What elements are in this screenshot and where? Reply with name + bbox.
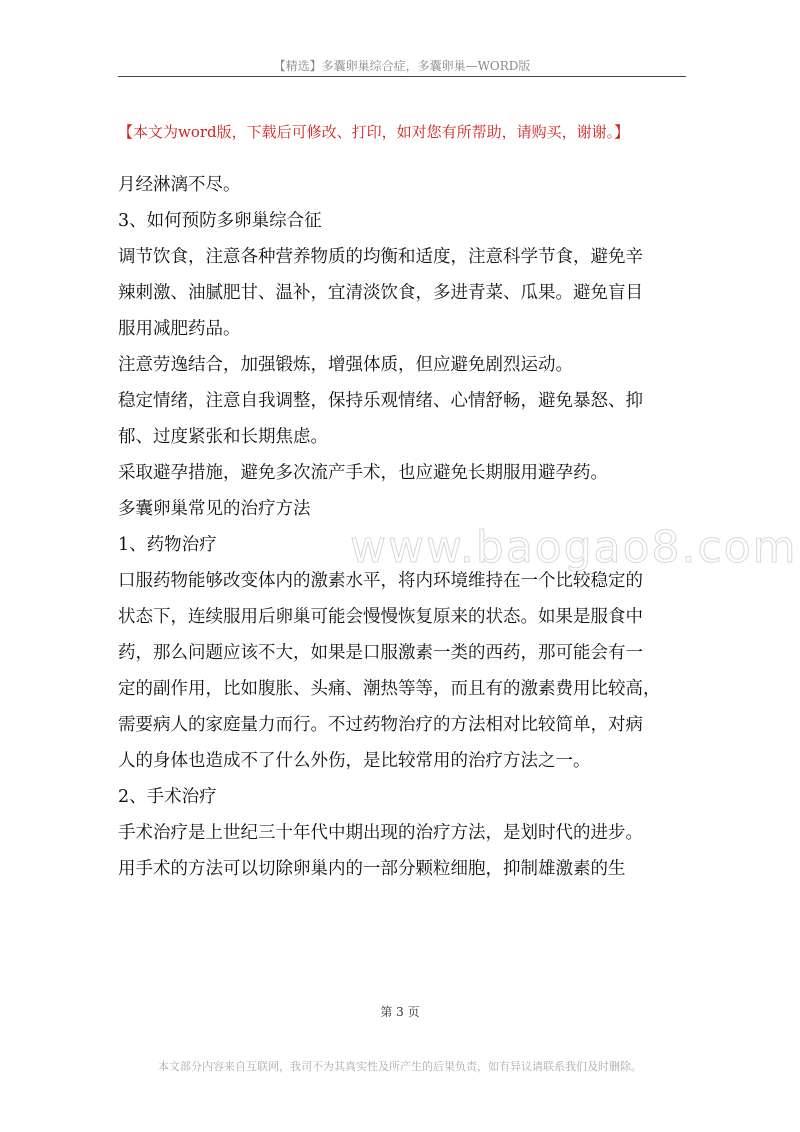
paragraph-line: 辣刺激、油腻肥甘、温补，宜清淡饮食，多进青菜、瓜果。避免盲目 <box>118 283 643 303</box>
page-header: 【精选】多囊卵巢综合症，多囊卵巢—WORD版 <box>273 59 531 73</box>
paragraph-line: 采取避孕措施，避免多次流产手术，也应避免长期服用避孕药。 <box>118 463 608 483</box>
paragraph-line: 状态下，连续服用后卵巢可能会慢慢恢复原来的状态。如果是服食中 <box>118 607 643 627</box>
paragraph-line: 郁、过度紧张和长期焦虑。 <box>118 427 328 447</box>
paragraph-line: 人的身体也造成不了什么外伤，是比较常用的治疗方法之一。 <box>118 751 591 771</box>
paragraph-line: 稳定情绪，注意自我调整，保持乐观情绪、心情舒畅，避免暴怒、抑 <box>118 391 643 411</box>
paragraph-line: 口服药物能够改变体内的激素水平，将内环境维持在一个比较稳定的 <box>118 571 643 591</box>
paragraph-line: 手术治疗是上世纪三十年代中期出现的治疗方法，是划时代的进步。 <box>118 823 643 843</box>
page-number: 第 3 页 <box>380 1005 420 1019</box>
section-heading: 多囊卵巢常见的治疗方法 <box>118 499 311 519</box>
paragraph-line: 注意劳逸结合，加强锻炼，增强体质，但应避免剧烈运动。 <box>118 355 573 375</box>
document-body <box>118 167 690 887</box>
paragraph-line: 服用减肥药品。 <box>118 319 241 339</box>
paragraph-line: 月经淋漓不尽。 <box>118 175 241 195</box>
paragraph-line: 药，那么问题应该不大，如果是口服激素一类的西药，那可能会有一 <box>118 643 643 663</box>
section-heading: 2、手术治疗 <box>118 787 217 807</box>
paragraph-line: 用手术的方法可以切除卵巢内的一部分颗粒细胞，抑制雄激素的生 <box>118 859 626 879</box>
paragraph-line: 调节饮食，注意各种营养物质的均衡和适度，注意科学节食，避免辛 <box>118 247 643 267</box>
purchase-notice: 【本文为word版，下载后可修改、打印，如对您有所帮助，请购买，谢谢。】 <box>118 123 630 141</box>
paragraph-line: 需要病人的家庭量力而行。不过药物治疗的方法相对比较简单，对病 <box>118 715 643 735</box>
section-heading: 1、药物治疗 <box>118 535 217 555</box>
section-heading: 3、如何预防多卵巢综合征 <box>118 211 322 231</box>
watermark-text: www.baogao8.com <box>350 522 798 573</box>
footer-disclaimer: 本文部分内容来自互联网，我司不为其真实性及所产生的后果负责，如有异议请联系我们及时删除。 <box>158 1060 642 1073</box>
paragraph-line: 定的副作用，比如腹胀、头痛、潮热等等，而且有的激素费用比较高， <box>118 679 661 699</box>
header-divider <box>118 76 686 77</box>
